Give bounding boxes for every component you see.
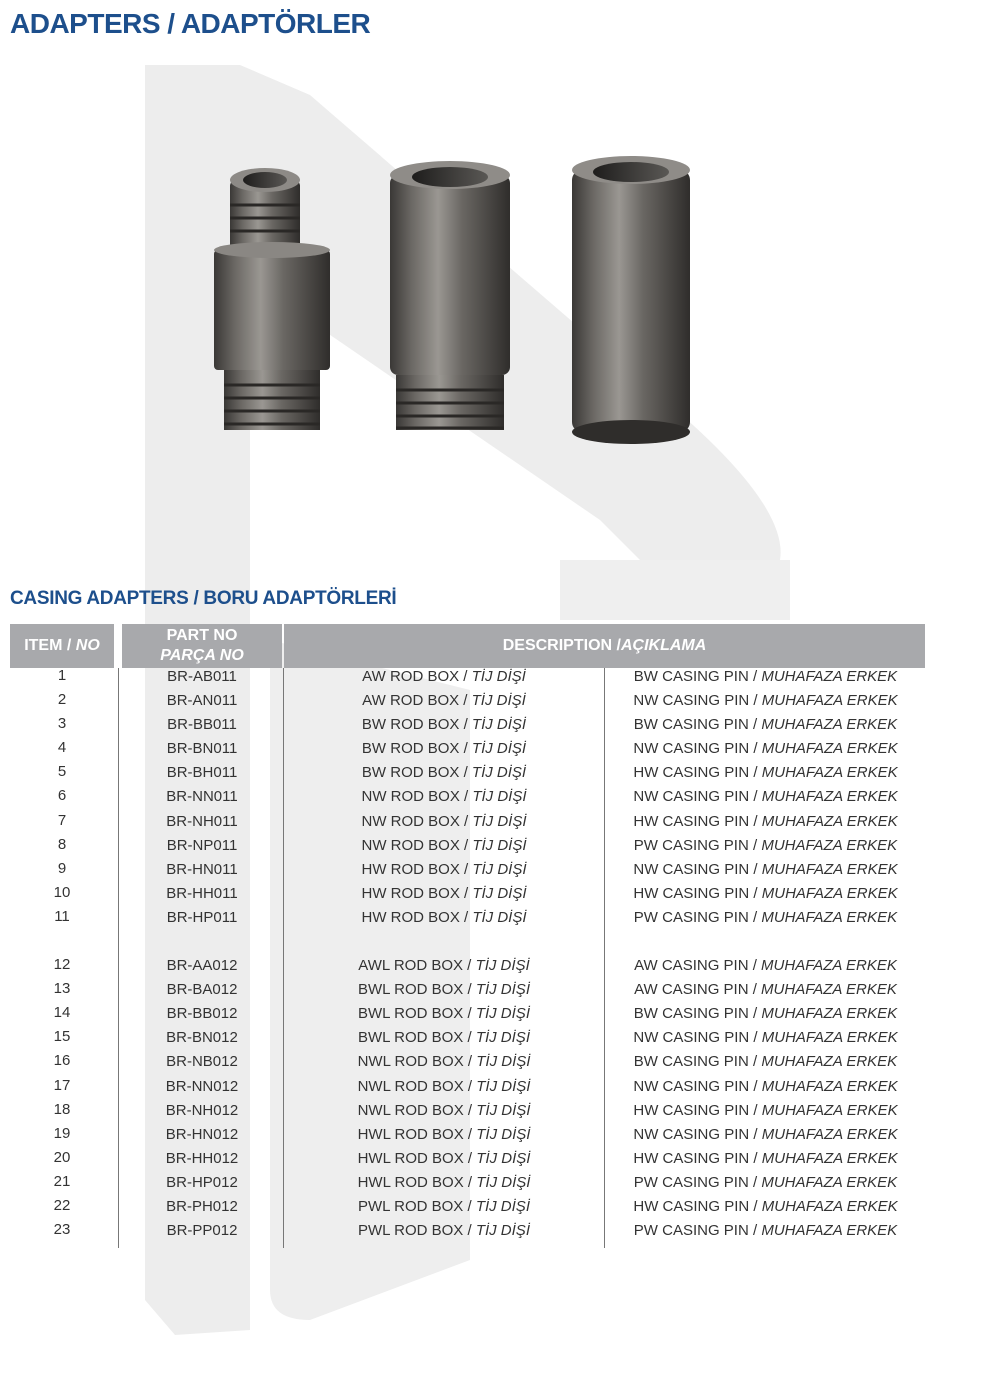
header-desc-label: DESCRIPTION / [502, 637, 621, 654]
row-item-number: 19 [53, 1124, 71, 1142]
row-part-number: BR-AA012 [166, 957, 238, 975]
row-casing-pin: HW CASING PIN / MUHAFAZA ERKEK [633, 1101, 898, 1119]
row-rod-box: BW ROD BOX / TİJ DİŞİ [361, 716, 527, 734]
row-casing-pin: PW CASING PIN / MUHAFAZA ERKEK [633, 1173, 898, 1191]
row-rod-box: HW ROD BOX / TİJ DİŞİ [361, 884, 527, 902]
row-rod-box: AWL ROD BOX / TİJ DİŞİ [358, 957, 530, 975]
row-casing-pin: NW CASING PIN / MUHAFAZA ERKEK [633, 1125, 898, 1143]
header-item-label-tr: NO [75, 637, 100, 654]
row-part-number: BR-PP012 [166, 1222, 238, 1240]
header-item-label: ITEM [24, 637, 63, 654]
table-row [10, 716, 925, 740]
header-part-no [122, 624, 282, 668]
section-title: CASING ADAPTERS / BORU ADAPTÖRLERİ [10, 588, 397, 609]
table-row [10, 837, 925, 861]
row-item-number: 15 [53, 1028, 71, 1046]
row-casing-pin: PW CASING PIN / MUHAFAZA ERKEK [633, 908, 898, 926]
row-rod-box: PWL ROD BOX / TİJ DİŞİ [358, 1222, 530, 1240]
row-item-number: 16 [53, 1052, 71, 1070]
row-item-number: 12 [53, 956, 71, 974]
table-row [10, 1150, 925, 1174]
row-part-number: BR-HN011 [166, 860, 238, 878]
table-row [10, 692, 925, 716]
table-row [10, 1222, 925, 1246]
row-rod-box: BW ROD BOX / TİJ DİŞİ [361, 740, 527, 758]
row-rod-box: NWL ROD BOX / TİJ DİŞİ [357, 1053, 531, 1071]
header-item-sep: / [66, 637, 72, 654]
row-part-number: BR-HP012 [166, 1173, 238, 1191]
row-rod-box: BW ROD BOX / TİJ DİŞİ [361, 764, 527, 782]
row-casing-pin: HW CASING PIN / MUHAFAZA ERKEK [633, 1197, 898, 1215]
table-row [10, 813, 925, 837]
table-row [10, 885, 925, 909]
row-part-number: BR-NP011 [166, 836, 238, 854]
row-part-number: BR-BN011 [166, 740, 238, 758]
row-part-number: BR-BA012 [166, 981, 238, 999]
row-item-number: 20 [53, 1148, 71, 1166]
row-rod-box: PWL ROD BOX / TİJ DİŞİ [358, 1197, 530, 1215]
row-part-number: BR-AB011 [167, 668, 237, 685]
row-rod-box: NW ROD BOX / TİJ DİŞİ [361, 836, 527, 854]
row-casing-pin: HW CASING PIN / MUHAFAZA ERKEK [633, 884, 898, 902]
row-part-number: BR-HH012 [165, 1149, 239, 1167]
product-images [190, 150, 750, 450]
row-part-number: BR-AN011 [166, 692, 238, 710]
row-rod-box: HW ROD BOX / TİJ DİŞİ [361, 860, 527, 878]
row-casing-pin: BW CASING PIN / MUHAFAZA ERKEK [633, 1053, 898, 1071]
table-row [10, 1078, 925, 1102]
header-desc-label-tr: AÇIKLAMA [620, 637, 707, 654]
row-item-number: 3 [57, 715, 67, 733]
row-part-number: BR-NN011 [166, 788, 238, 806]
row-rod-box: NWL ROD BOX / TİJ DİŞİ [357, 1101, 531, 1119]
row-item-number: 17 [53, 1076, 71, 1094]
row-item-number: 22 [53, 1196, 71, 1214]
table-row [10, 1102, 925, 1126]
row-casing-pin: NW CASING PIN / MUHAFAZA ERKEK [633, 1077, 898, 1095]
table-row [10, 1005, 925, 1029]
header-part-label-tr: PARÇA NO [160, 647, 244, 664]
table-body [10, 668, 925, 1246]
row-casing-pin: AW CASING PIN / MUHAFAZA ERKEK [634, 957, 897, 975]
row-rod-box: BWL ROD BOX / TİJ DİŞİ [358, 1029, 530, 1047]
header-part-label: PART NO [166, 627, 238, 644]
row-item-number: 5 [57, 763, 67, 781]
row-rod-box: NW ROD BOX / TİJ DİŞİ [361, 812, 527, 830]
row-casing-pin: AW CASING PIN / MUHAFAZA ERKEK [634, 981, 897, 999]
row-part-number: BR-NN012 [165, 1077, 239, 1095]
row-part-number: BR-NB012 [166, 1053, 238, 1071]
row-item-number: 7 [57, 811, 67, 829]
row-casing-pin: NW CASING PIN / MUHAFAZA ERKEK [633, 692, 898, 710]
row-rod-box: NWL ROD BOX / TİJ DİŞİ [357, 1077, 531, 1095]
table-row [10, 1029, 925, 1053]
row-casing-pin: HW CASING PIN / MUHAFAZA ERKEK [633, 812, 898, 830]
row-casing-pin: PW CASING PIN / MUHAFAZA ERKEK [633, 1222, 898, 1240]
table-row [10, 668, 925, 692]
table-header [10, 624, 925, 668]
row-rod-box: BWL ROD BOX / TİJ DİŞİ [358, 1005, 530, 1023]
row-rod-box: HWL ROD BOX / TİJ DİŞİ [357, 1173, 531, 1191]
table-row [10, 788, 925, 812]
row-casing-pin: BW CASING PIN / MUHAFAZA ERKEK [633, 716, 898, 734]
row-item-number: 6 [57, 787, 67, 805]
row-casing-pin: HW CASING PIN / MUHAFAZA ERKEK [633, 1149, 898, 1167]
row-rod-box: BWL ROD BOX / TİJ DİŞİ [358, 981, 530, 999]
row-item-number: 10 [53, 883, 71, 901]
row-item-number: 14 [53, 1004, 71, 1022]
row-item-number: 18 [53, 1100, 71, 1118]
row-item-number: 8 [57, 835, 67, 853]
table-row [10, 1198, 925, 1222]
row-part-number: BR-HP011 [166, 908, 238, 926]
adapter-image-1 [214, 168, 330, 430]
row-casing-pin: PW CASING PIN / MUHAFAZA ERKEK [633, 836, 898, 854]
row-part-number: BR-NH012 [165, 1101, 239, 1119]
row-part-number: BR-BN012 [166, 1029, 238, 1047]
row-casing-pin: NW CASING PIN / MUHAFAZA ERKEK [633, 740, 898, 758]
table-row [10, 909, 925, 933]
row-part-number: BR-BB012 [166, 1005, 238, 1023]
header-item [10, 624, 114, 668]
row-part-number: BR-HH011 [166, 884, 238, 902]
row-rod-box: AW ROD BOX / TİJ DİŞİ [362, 668, 526, 685]
row-part-number: BR-BB011 [167, 716, 237, 734]
header-description [284, 624, 925, 668]
casing-adapters-table [10, 624, 925, 1246]
row-rod-box: HWL ROD BOX / TİJ DİŞİ [357, 1125, 531, 1143]
row-item-number: 23 [53, 1221, 71, 1239]
row-item-number: 2 [57, 691, 67, 709]
row-part-number: BR-HN012 [165, 1125, 239, 1143]
table-row [10, 764, 925, 788]
row-casing-pin: HW CASING PIN / MUHAFAZA ERKEK [633, 764, 898, 782]
row-casing-pin: BW CASING PIN / MUHAFAZA ERKEK [633, 1005, 898, 1023]
table-row [10, 861, 925, 885]
page-title: ADAPTERS / ADAPTÖRLER [10, 8, 371, 39]
row-rod-box: HW ROD BOX / TİJ DİŞİ [361, 908, 527, 926]
table-row [10, 1126, 925, 1150]
row-part-number: BR-BH011 [166, 764, 238, 782]
row-casing-pin: NW CASING PIN / MUHAFAZA ERKEK [633, 1029, 898, 1047]
row-item-number: 1 [57, 667, 67, 684]
row-casing-pin: NW CASING PIN / MUHAFAZA ERKEK [633, 860, 898, 878]
table-row [10, 1053, 925, 1077]
table-row [10, 1174, 925, 1198]
adapter-image-3 [572, 156, 690, 444]
row-item-number: 11 [54, 907, 70, 925]
row-item-number: 4 [57, 739, 67, 757]
row-item-number: 21 [53, 1172, 71, 1190]
row-item-number: 13 [53, 980, 71, 998]
row-rod-box: NW ROD BOX / TİJ DİŞİ [361, 788, 527, 806]
row-part-number: BR-PH012 [166, 1197, 238, 1215]
table-row [10, 957, 925, 981]
row-item-number: 9 [57, 859, 67, 877]
row-part-number: BR-NH011 [166, 812, 238, 830]
row-casing-pin: BW CASING PIN / MUHAFAZA ERKEK [633, 668, 898, 685]
table-row [10, 981, 925, 1005]
row-casing-pin: NW CASING PIN / MUHAFAZA ERKEK [633, 788, 898, 806]
table-row [10, 740, 925, 764]
row-rod-box: HWL ROD BOX / TİJ DİŞİ [357, 1149, 531, 1167]
adapter-image-2 [390, 161, 510, 430]
row-rod-box: AW ROD BOX / TİJ DİŞİ [362, 692, 526, 710]
